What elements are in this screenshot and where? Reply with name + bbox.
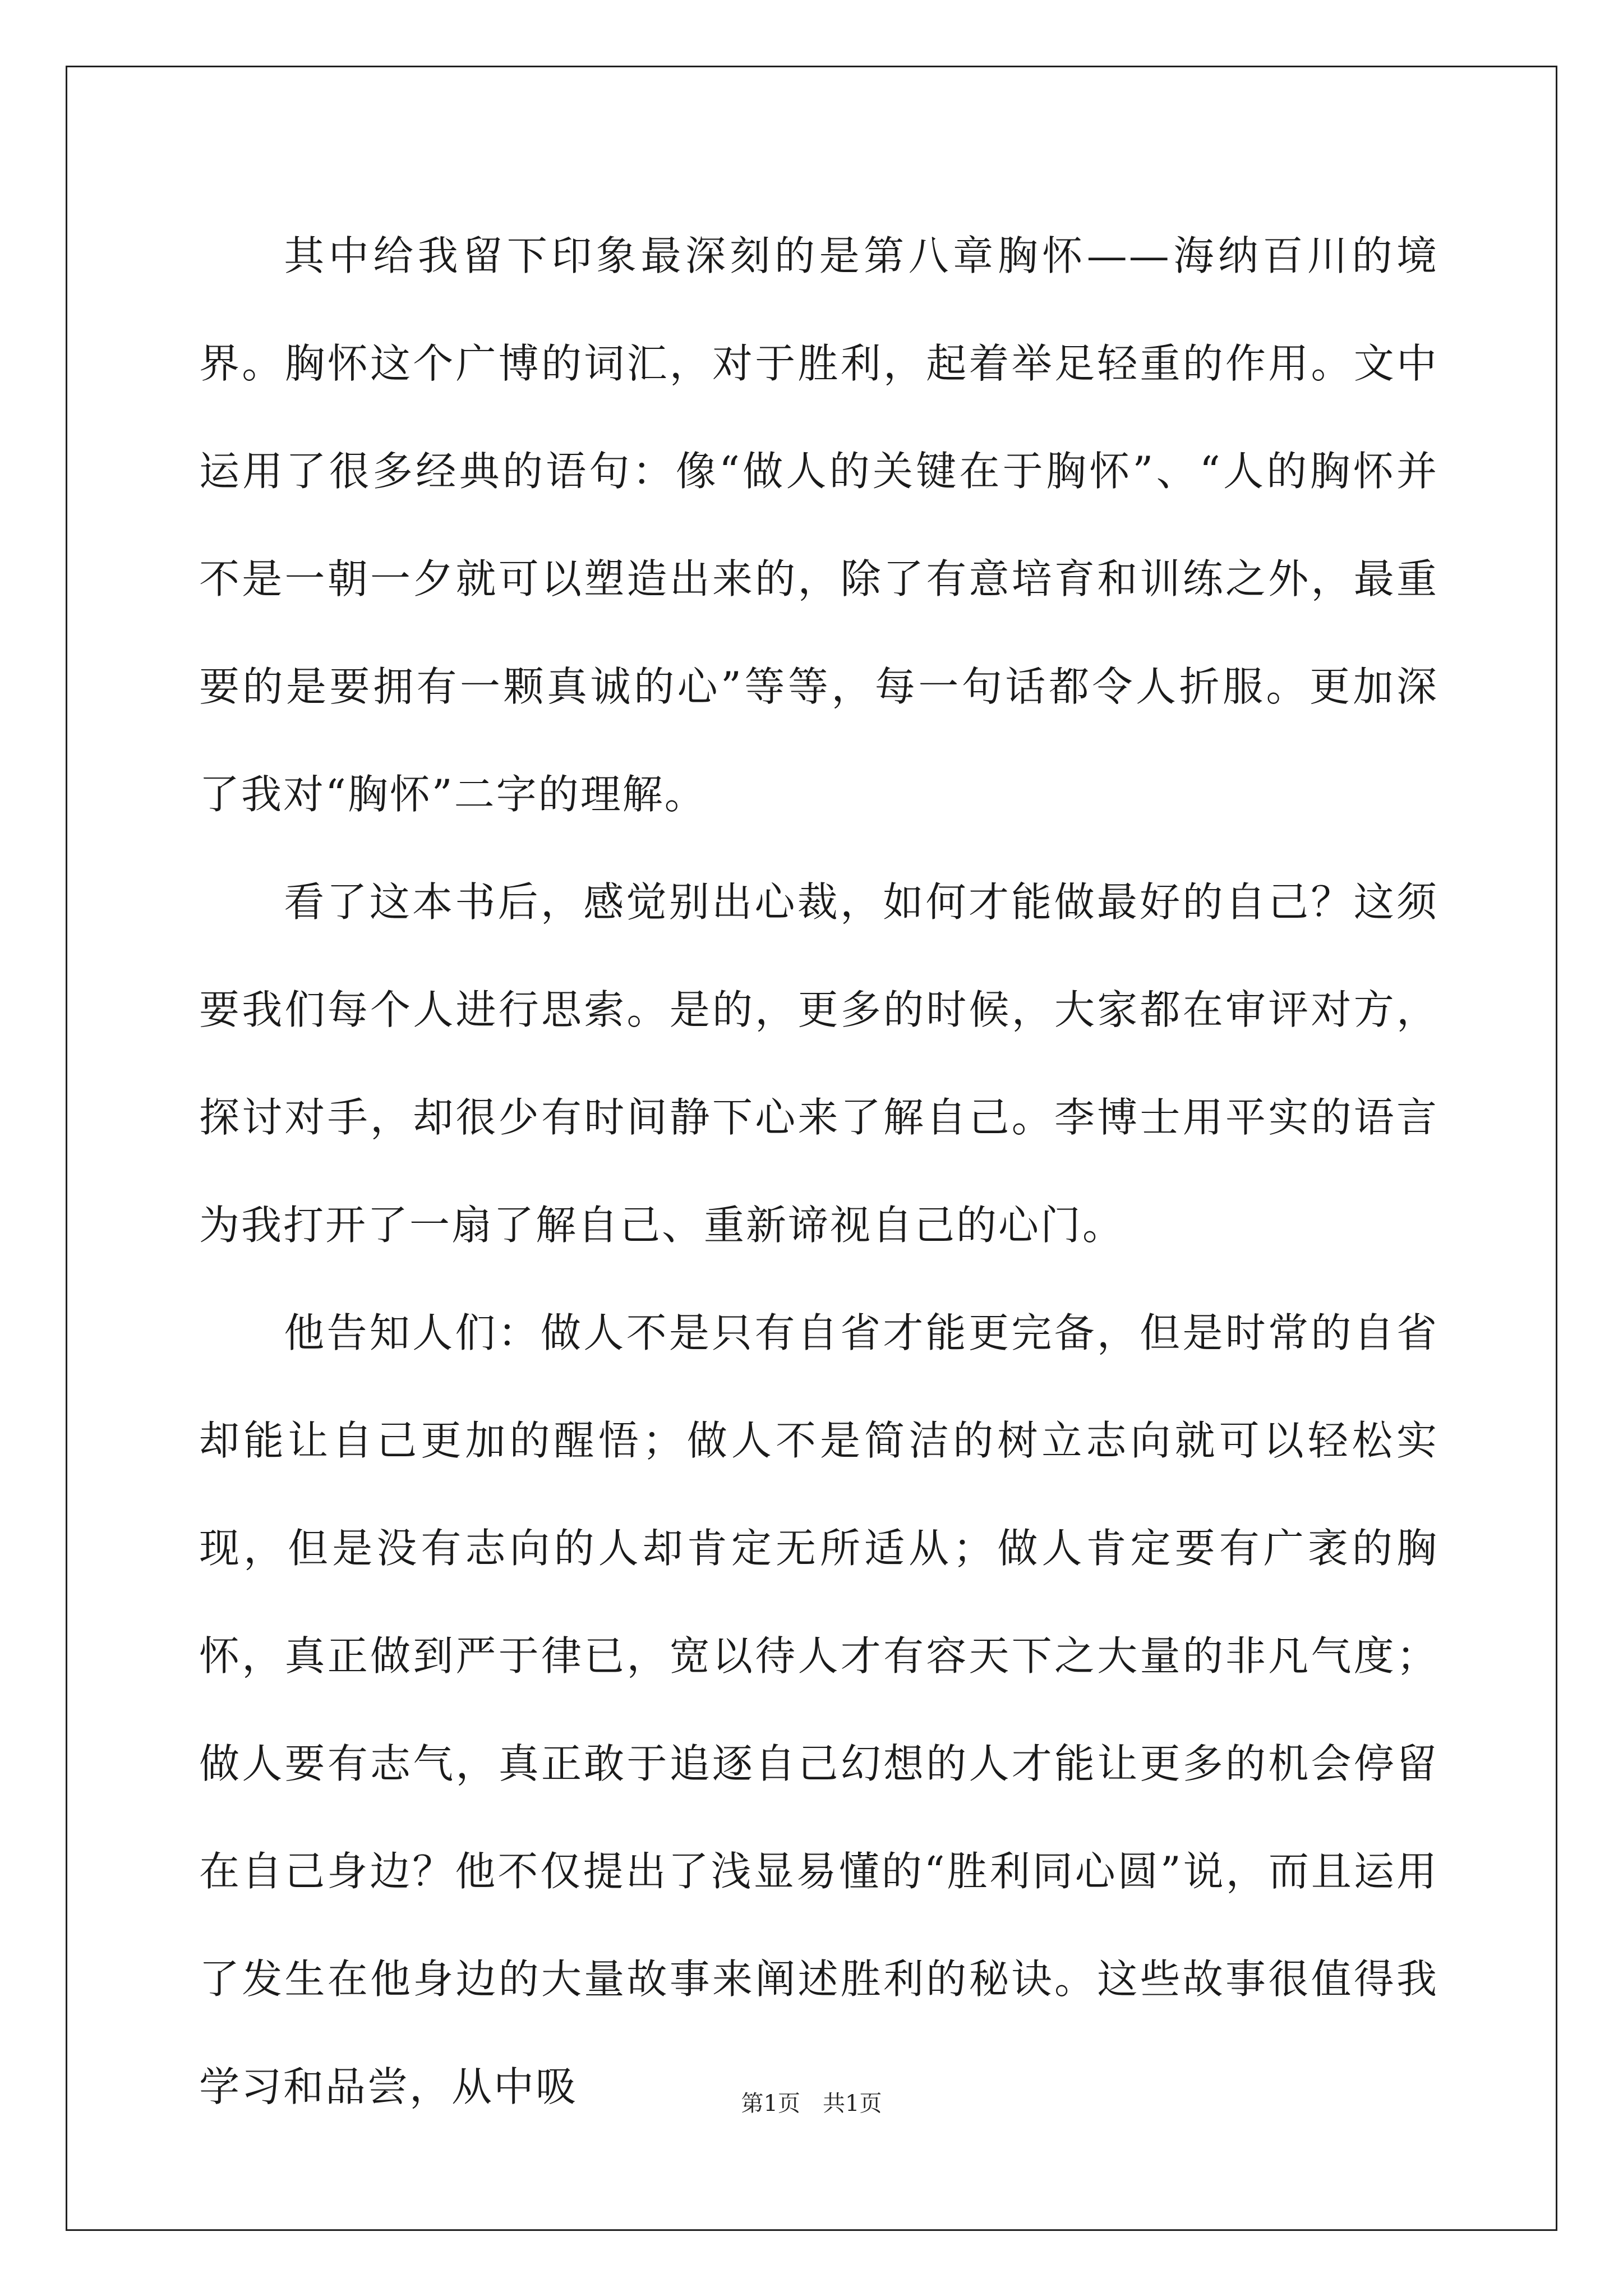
paragraph-3: 他告知人们：做人不是只有自省才能更完备，但是时常的自省却能让自己更加的醒悟；做人不是简洁的树立志向就可以轻松实现，但是没有志向的人却肯定无所适从；做人肯定要有广袤的胸怀，真正做到严于律已，宽以待人才有容天下之大量的非凡气度；做人要有志气，真正敢于追逐自己幻想的人才能让更多的机会停留在自己身边？他不仅提出了浅显易懂的“胜利同心圆”说，而且运用了发生在他身边的大量故事来阐述胜利的秘诀。这些故事很值得我学习和品尝，从中吸 [199,1309,1438,2110]
document-body [199,202,1438,2141]
page-footer [0,2087,1623,2120]
paragraph-1: 其中给我留下印象最深刻的是第八章胸怀——海纳百川的境界。胸怀这个广博的词汇，对于胜利，起着举足轻重的作用。文中运用了很多经典的语句：像“做人的关键在于胸怀”、“人的胸怀并不是一朝一夕就可以塑造出来的，除了有意培育和训练之外，最重要的是要拥有一颗真诚的心”等等，每一句话都令人折服。更加深了我对“胸怀”二字的理解。 [199,232,1438,818]
paragraph-2: 看了这本书后，感觉别出心裁，如何才能做最好的自己？这须要我们每个人进行思索。是的，更多的时候，大家都在审评对方，探讨对手，却很少有时间静下心来了解自己。李博士用平实的语言为我打开了一扇了解自己、重新谛视自己的心门。 [199,878,1438,1249]
page-total: 共1页 [823,2091,882,2116]
page-number: 第1页 [741,2091,800,2116]
